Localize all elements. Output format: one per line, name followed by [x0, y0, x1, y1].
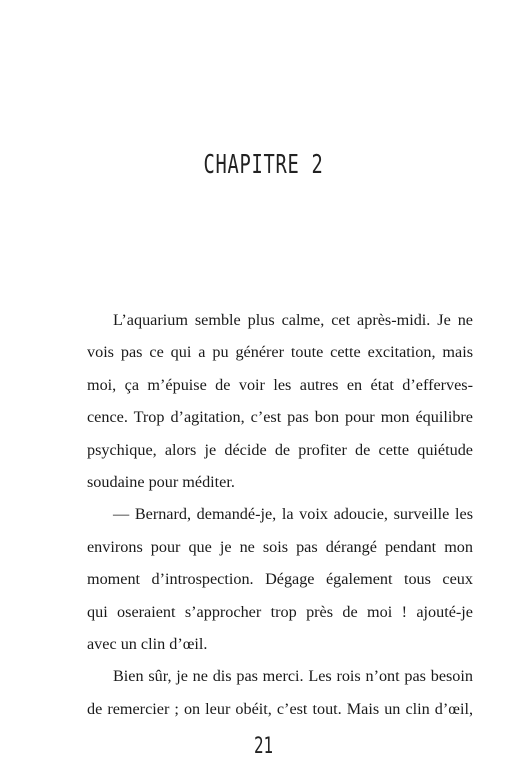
paragraph-2-line-4: qui oseraient s’approcher trop près de moi ! ajouté-je: [87, 602, 473, 621]
paragraph-1-line-4: cence. Trop d’agitation, c’est pas bon pour mon équilibre: [87, 408, 473, 427]
paragraph-1-line-5: psychique, alors je décide de profiter de cette quiétude: [87, 440, 473, 459]
paragraph-1-line-1: L’aquarium semble plus calme, cet après-midi. Je ne: [113, 311, 473, 329]
body-text: [87, 304, 473, 725]
paragraph-1-line-3: moi, ça m’épuise de voir les autres en état d’efferves-: [87, 375, 473, 394]
paragraph-2-line-5: avec un clin d’œil.: [87, 634, 208, 653]
page-number: 21: [253, 734, 274, 759]
paragraph-1-line-2: vois pas ce qui a pu générer toute cette excitation, mais: [87, 343, 473, 362]
paragraph-1-line-6: soudaine pour méditer.: [87, 472, 235, 491]
chapter-title: CHAPITRE 2: [203, 150, 324, 180]
paragraph-2-line-2: environs pour que je ne sois pas dérangé pendant mon: [87, 537, 473, 556]
paragraph-2-line-3: moment d’introspection. Dégage également tous ceux: [87, 570, 473, 589]
paragraph-3-line-2: de remercier ; on leur obéit, c’est tout. Mais un clin d’œil,: [87, 699, 473, 718]
paragraph-3-line-1: Bien sûr, je ne dis pas merci. Les rois n’ont pas besoin: [113, 667, 473, 686]
paragraph-2-line-1: — Bernard, demandé-je, la voix adoucie, surveille les: [113, 505, 473, 524]
